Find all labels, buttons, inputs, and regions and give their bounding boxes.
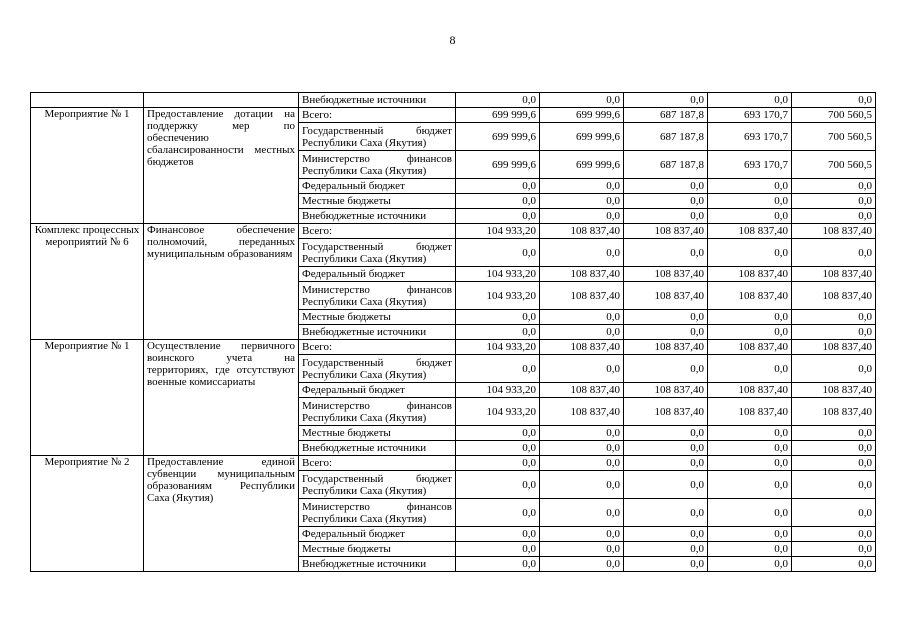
amount-cell: 0,0 bbox=[456, 310, 540, 325]
funding-source-cell: Внебюджетные источники bbox=[299, 441, 456, 456]
amount-cell: 0,0 bbox=[708, 93, 792, 108]
amount-cell: 0,0 bbox=[456, 325, 540, 340]
amount-cell: 687 187,8 bbox=[624, 151, 708, 179]
program-name-cell: Мероприятие № 1 bbox=[31, 108, 144, 224]
amount-cell: 0,0 bbox=[624, 310, 708, 325]
amount-cell: 0,0 bbox=[708, 499, 792, 527]
funding-source-cell: Всего: bbox=[299, 340, 456, 355]
amount-cell: 0,0 bbox=[540, 471, 624, 499]
amount-cell: 0,0 bbox=[456, 527, 540, 542]
amount-cell: 0,0 bbox=[708, 239, 792, 267]
amount-cell: 700 560,5 bbox=[792, 108, 876, 123]
amount-cell: 693 170,7 bbox=[708, 123, 792, 151]
amount-cell: 0,0 bbox=[708, 310, 792, 325]
funding-source-cell: Федеральный бюджет bbox=[299, 179, 456, 194]
amount-cell: 699 999,6 bbox=[456, 151, 540, 179]
amount-cell: 108 837,40 bbox=[540, 383, 624, 398]
program-name-cell: Мероприятие № 2 bbox=[31, 456, 144, 572]
funding-source-cell: Внебюджетные источники bbox=[299, 209, 456, 224]
amount-cell: 108 837,40 bbox=[708, 267, 792, 282]
amount-cell: 0,0 bbox=[540, 557, 624, 572]
amount-cell: 104 933,20 bbox=[456, 398, 540, 426]
amount-cell: 0,0 bbox=[624, 239, 708, 267]
amount-cell: 108 837,40 bbox=[708, 383, 792, 398]
amount-cell: 108 837,40 bbox=[540, 340, 624, 355]
amount-cell: 0,0 bbox=[456, 471, 540, 499]
amount-cell: 0,0 bbox=[708, 527, 792, 542]
funding-source-cell: Местные бюджеты bbox=[299, 542, 456, 557]
amount-cell: 104 933,20 bbox=[456, 282, 540, 310]
funding-source-cell: Федеральный бюджет bbox=[299, 267, 456, 282]
amount-cell: 0,0 bbox=[456, 179, 540, 194]
funding-source-cell: Местные бюджеты bbox=[299, 310, 456, 325]
amount-cell: 699 999,6 bbox=[540, 108, 624, 123]
funding-source-cell: Государственный бюджет Республики Саха (Якутия) bbox=[299, 355, 456, 383]
amount-cell: 0,0 bbox=[624, 194, 708, 209]
funding-source-cell: Министерство финансов Республики Саха (Якутия) bbox=[299, 151, 456, 179]
amount-cell: 0,0 bbox=[540, 441, 624, 456]
amount-cell: 687 187,8 bbox=[624, 123, 708, 151]
funding-source-cell: Всего: bbox=[299, 108, 456, 123]
amount-cell: 687 187,8 bbox=[624, 108, 708, 123]
amount-cell: 108 837,40 bbox=[708, 398, 792, 426]
amount-cell: 0,0 bbox=[624, 426, 708, 441]
amount-cell: 0,0 bbox=[540, 499, 624, 527]
amount-cell: 0,0 bbox=[624, 325, 708, 340]
amount-cell: 0,0 bbox=[708, 426, 792, 441]
amount-cell: 0,0 bbox=[708, 557, 792, 572]
amount-cell: 104 933,20 bbox=[456, 383, 540, 398]
amount-cell: 693 170,7 bbox=[708, 151, 792, 179]
program-name-cell: Комплекс процессных мероприятий № 6 bbox=[31, 224, 144, 340]
amount-cell: 0,0 bbox=[456, 557, 540, 572]
amount-cell: 0,0 bbox=[708, 471, 792, 499]
amount-cell: 700 560,5 bbox=[792, 151, 876, 179]
amount-cell: 0,0 bbox=[708, 441, 792, 456]
amount-cell: 0,0 bbox=[624, 527, 708, 542]
amount-cell: 0,0 bbox=[624, 355, 708, 383]
funding-source-cell: Внебюджетные источники bbox=[299, 325, 456, 340]
funding-source-cell: Местные бюджеты bbox=[299, 194, 456, 209]
table-row bbox=[31, 108, 876, 123]
amount-cell: 108 837,40 bbox=[624, 267, 708, 282]
amount-cell: 108 837,40 bbox=[540, 282, 624, 310]
amount-cell: 700 560,5 bbox=[792, 123, 876, 151]
amount-cell: 0,0 bbox=[456, 542, 540, 557]
program-name-cell bbox=[31, 93, 144, 108]
amount-cell: 108 837,40 bbox=[624, 383, 708, 398]
funding-source-cell: Внебюджетные источники bbox=[299, 93, 456, 108]
amount-cell: 0,0 bbox=[708, 209, 792, 224]
amount-cell: 699 999,6 bbox=[540, 123, 624, 151]
amount-cell: 0,0 bbox=[792, 499, 876, 527]
table-row bbox=[31, 456, 876, 471]
amount-cell: 0,0 bbox=[792, 355, 876, 383]
amount-cell: 0,0 bbox=[540, 426, 624, 441]
amount-cell: 0,0 bbox=[624, 209, 708, 224]
amount-cell: 0,0 bbox=[624, 557, 708, 572]
amount-cell: 0,0 bbox=[624, 499, 708, 527]
amount-cell: 0,0 bbox=[792, 557, 876, 572]
amount-cell: 0,0 bbox=[540, 239, 624, 267]
page-number: 8 bbox=[449, 33, 456, 47]
program-description-cell: Осуществление первичного воинского учета на территориях, где отсутствуют военные комиссариаты bbox=[144, 340, 299, 456]
funding-source-cell: Министерство финансов Республики Саха (Якутия) bbox=[299, 499, 456, 527]
amount-cell: 693 170,7 bbox=[708, 108, 792, 123]
amount-cell: 0,0 bbox=[708, 179, 792, 194]
amount-cell: 699 999,6 bbox=[540, 151, 624, 179]
amount-cell: 0,0 bbox=[540, 310, 624, 325]
amount-cell: 0,0 bbox=[708, 456, 792, 471]
program-description-cell bbox=[144, 93, 299, 108]
table-row bbox=[31, 93, 876, 108]
amount-cell: 0,0 bbox=[624, 93, 708, 108]
amount-cell: 0,0 bbox=[456, 355, 540, 383]
amount-cell: 0,0 bbox=[792, 441, 876, 456]
amount-cell: 108 837,40 bbox=[792, 398, 876, 426]
amount-cell: 0,0 bbox=[540, 527, 624, 542]
amount-cell: 0,0 bbox=[540, 542, 624, 557]
amount-cell: 0,0 bbox=[792, 93, 876, 108]
amount-cell: 0,0 bbox=[540, 194, 624, 209]
program-name-cell: Мероприятие № 1 bbox=[31, 340, 144, 456]
amount-cell: 108 837,40 bbox=[792, 282, 876, 310]
funding-source-cell: Государственный бюджет Республики Саха (Якутия) bbox=[299, 239, 456, 267]
amount-cell: 0,0 bbox=[624, 542, 708, 557]
amount-cell: 0,0 bbox=[456, 93, 540, 108]
amount-cell: 108 837,40 bbox=[540, 398, 624, 426]
amount-cell: 108 837,40 bbox=[708, 340, 792, 355]
amount-cell: 108 837,40 bbox=[792, 383, 876, 398]
funding-source-cell: Федеральный бюджет bbox=[299, 527, 456, 542]
amount-cell: 0,0 bbox=[792, 310, 876, 325]
amount-cell: 0,0 bbox=[624, 456, 708, 471]
amount-cell: 0,0 bbox=[792, 194, 876, 209]
amount-cell: 0,0 bbox=[624, 441, 708, 456]
amount-cell: 0,0 bbox=[708, 355, 792, 383]
amount-cell: 0,0 bbox=[540, 209, 624, 224]
table-row bbox=[31, 340, 876, 355]
amount-cell: 0,0 bbox=[792, 179, 876, 194]
amount-cell: 0,0 bbox=[792, 527, 876, 542]
amount-cell: 108 837,40 bbox=[708, 282, 792, 310]
amount-cell: 699 999,6 bbox=[456, 123, 540, 151]
amount-cell: 0,0 bbox=[792, 239, 876, 267]
amount-cell: 108 837,40 bbox=[624, 398, 708, 426]
amount-cell: 0,0 bbox=[708, 325, 792, 340]
funding-source-cell: Всего: bbox=[299, 456, 456, 471]
amount-cell: 0,0 bbox=[540, 179, 624, 194]
program-description-cell: Предоставление дотации на поддержку мер по обеспечению сбалансированности местных бюджетов bbox=[144, 108, 299, 224]
amount-cell: 104 933,20 bbox=[456, 267, 540, 282]
amount-cell: 108 837,40 bbox=[624, 224, 708, 239]
funding-source-cell: Внебюджетные источники bbox=[299, 557, 456, 572]
amount-cell: 0,0 bbox=[540, 355, 624, 383]
amount-cell: 108 837,40 bbox=[792, 340, 876, 355]
funding-source-cell: Государственный бюджет Республики Саха (Якутия) bbox=[299, 123, 456, 151]
funding-source-cell: Всего: bbox=[299, 224, 456, 239]
amount-cell: 0,0 bbox=[708, 542, 792, 557]
amount-cell: 108 837,40 bbox=[540, 267, 624, 282]
amount-cell: 699 999,6 bbox=[456, 108, 540, 123]
amount-cell: 0,0 bbox=[792, 471, 876, 499]
amount-cell: 108 837,40 bbox=[624, 282, 708, 310]
amount-cell: 0,0 bbox=[456, 499, 540, 527]
amount-cell: 108 837,40 bbox=[792, 224, 876, 239]
funding-source-cell: Государственный бюджет Республики Саха (Якутия) bbox=[299, 471, 456, 499]
funding-source-cell: Федеральный бюджет bbox=[299, 383, 456, 398]
amount-cell: 0,0 bbox=[456, 456, 540, 471]
program-description-cell: Финансовое обеспечение полномочий, переданных муниципальным образованиям bbox=[144, 224, 299, 340]
amount-cell: 0,0 bbox=[624, 179, 708, 194]
amount-cell: 0,0 bbox=[540, 93, 624, 108]
amount-cell: 0,0 bbox=[792, 456, 876, 471]
funding-source-cell: Министерство финансов Республики Саха (Якутия) bbox=[299, 398, 456, 426]
amount-cell: 0,0 bbox=[540, 325, 624, 340]
program-description-cell: Предоставление единой субвенции муниципальным образованиям Республики Саха (Якутия) bbox=[144, 456, 299, 572]
funding-source-cell: Министерство финансов Республики Саха (Якутия) bbox=[299, 282, 456, 310]
amount-cell: 108 837,40 bbox=[540, 224, 624, 239]
table-row bbox=[31, 224, 876, 239]
amount-cell: 108 837,40 bbox=[708, 224, 792, 239]
budget-table-body bbox=[31, 93, 876, 572]
amount-cell: 0,0 bbox=[456, 209, 540, 224]
amount-cell: 0,0 bbox=[792, 426, 876, 441]
amount-cell: 0,0 bbox=[540, 456, 624, 471]
amount-cell: 0,0 bbox=[792, 542, 876, 557]
amount-cell: 108 837,40 bbox=[792, 267, 876, 282]
amount-cell: 104 933,20 bbox=[456, 340, 540, 355]
amount-cell: 0,0 bbox=[456, 194, 540, 209]
amount-cell: 0,0 bbox=[708, 194, 792, 209]
amount-cell: 0,0 bbox=[792, 325, 876, 340]
amount-cell: 0,0 bbox=[456, 239, 540, 267]
amount-cell: 0,0 bbox=[792, 209, 876, 224]
funding-source-cell: Местные бюджеты bbox=[299, 426, 456, 441]
amount-cell: 0,0 bbox=[456, 426, 540, 441]
amount-cell: 108 837,40 bbox=[624, 340, 708, 355]
amount-cell: 0,0 bbox=[456, 441, 540, 456]
budget-table bbox=[30, 92, 876, 572]
amount-cell: 0,0 bbox=[624, 471, 708, 499]
amount-cell: 104 933,20 bbox=[456, 224, 540, 239]
